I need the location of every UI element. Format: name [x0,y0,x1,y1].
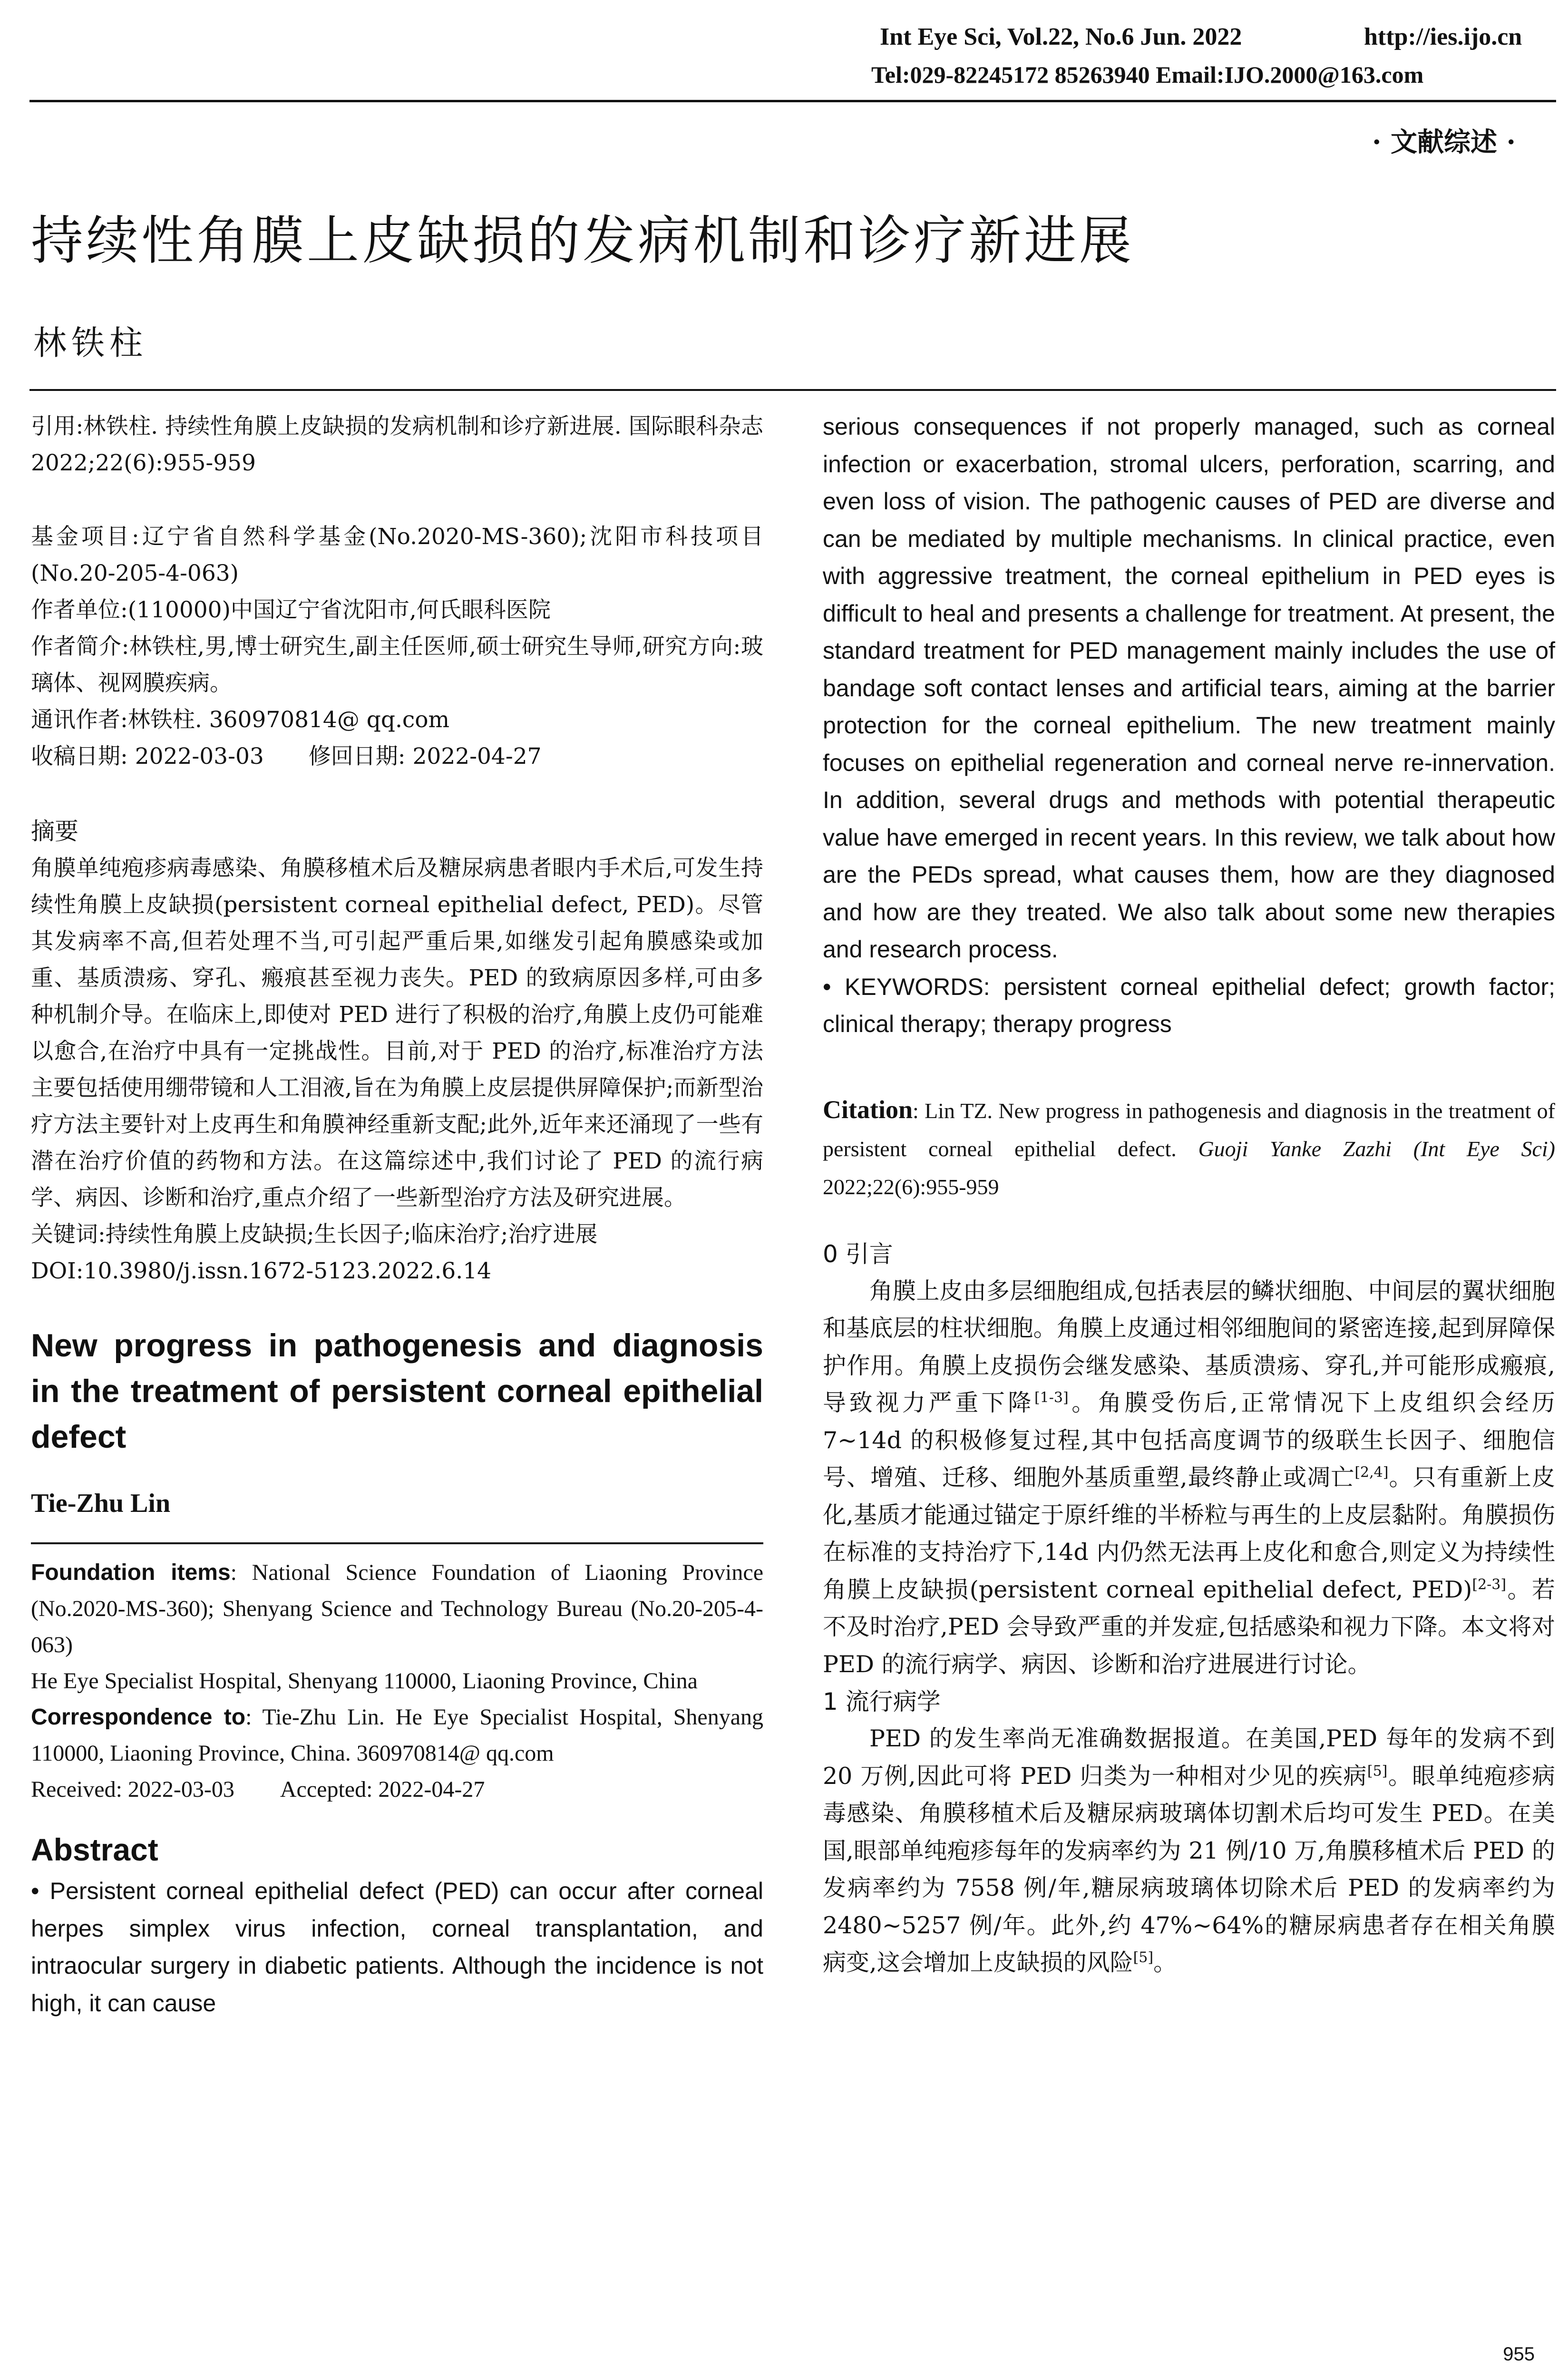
en-keywords: • KEYWORDS: persistent corneal epithelial defect; growth factor; clinical therapy; therapy progress [823,973,1555,1037]
cn-doi: DOI:10.3980/j.issn.1672-5123.2022.6.14 [31,1258,492,1284]
epi-ref-1[interactable]: [5] [1367,1763,1388,1780]
cn-keywords-text: :持续性角膜上皮缺损;生长因子;临床治疗;治疗进展 [98,1221,598,1247]
cn-correspondence-text: :林铁柱. 360970814@ qq.com [120,707,450,733]
header-rule [29,100,1556,102]
en-abstract-heading: Abstract [31,1832,158,1867]
en-title: New progress in pathogenesis and diagnosis in the treatment of persistent corneal epithelial defect [31,1327,763,1455]
right-column [823,408,1555,1982]
intro-ref-3[interactable]: [2-3] [1472,1576,1507,1593]
cn-affiliation-label: 作者单位 [31,597,120,623]
intro-text-1: 角膜上皮由多层细胞组成,包括表层的鳞状细胞、中间层的翼状细胞和基底层的柱状细胞。角膜上皮通过相邻细胞间的紧密连接,起到屏障保护作用。角膜上皮损伤会继发感染、基质溃疡、穿孔,并可能形成瘢痕,导致视力严重下降 [823,1277,1555,1416]
cn-citation-label: 引用 [31,413,76,439]
cn-affiliation-text: :(110000)中国辽宁省沈阳市,何氏眼科医院 [120,597,551,623]
epidemiology-paragraph [823,1720,1555,1982]
cn-correspondence-label: 通讯作者 [31,707,120,733]
en-citation-text: : Lin TZ. New progress in pathogenesis and diagnosis in the treatment of persistent corneal epithelial defect. [823,1098,1555,1161]
epi-text-3: 。 [1153,1949,1177,1976]
intro-paragraph [823,1273,1555,1684]
cn-correspondence [31,701,763,738]
en-citation-label: Citation [823,1095,913,1124]
title-rule [29,389,1556,391]
cn-funding-label: 基金项目 [31,524,132,550]
article-author: 林铁柱 [33,323,147,362]
cn-keywords-label: 关键词 [31,1221,98,1247]
epidemiology-heading: 1 流行病学 [823,1688,941,1715]
epi-ref-2[interactable]: [5] [1133,1949,1154,1966]
en-author: Tie-Zhu Lin [31,1489,171,1518]
cn-abstract-text: 角膜单纯疱疹病毒感染、角膜移植术后及糖尿病患者眼内手术后,可发生持续性角膜上皮缺损(persistent corneal epithelial defect, PED)。尽管其发病率不高,但若处理不当,可引起严重后果,如继发引起角膜感染或加重、基质溃疡、穿孔、瘢痕甚至视力丧失。PED 的致病原因多样,可由多种机制介导。在临床上,即使对 PED 进行了积极的治疗,角膜上皮仍可能难以愈合,在治疗中具有一定挑战性。目前,对于 PED 的治疗,标准治疗方法主要包括使用绷带镜和人工泪液,旨在为角膜上皮层提供屏障保护;而新型治疗方法主要针对上皮再生和角膜神经重新支配;此外,近年来还涌现了一些有潜在治疗价值的药物和方法。在这篇综述中,我们讨论了 PED 的流行病学、病因、诊断和治疗,重点介绍了一些新型治疗方法及研究进展。 [31,855,763,1211]
intro-ref-2[interactable]: [2,4] [1354,1464,1389,1481]
cn-keywords [31,1216,763,1253]
epi-text-2: 。眼单纯疱疹病毒感染、角膜移植术后及糖尿病玻璃体切割术后均可发生 PED。在美国,眼部单纯疱疹每年的发病率约为 21 例/10 万,角膜移植术后 PED 的发病率约为 7558 例/年,糖尿病玻璃体切除术后 PED 的发病率约为 2480~5257 例/年。此外,约 47%~64%的糖尿病患者存在相关角膜病变,这会增加上皮缺损的风险 [823,1762,1555,1976]
en-correspondence-text: : Tie-Zhu Lin. He Eye Specialist Hospital, Shenyang 110000, Liaoning Province, China. 360970814@ qq.com [31,1705,764,1766]
cn-citation [31,408,763,481]
en-dates: Received: 2022-03-03 Accepted: 2022-04-27 [31,1777,485,1802]
en-citation-tail: 2022;22(6):955-959 [823,1174,999,1199]
cn-citation-text: :林铁柱. 持续性角膜上皮缺损的发病机制和诊疗新进展. 国际眼科杂志 2022;22(6):955-959 [31,413,764,476]
intro-text-4: 。若不及时治疗,PED 会导致严重的并发症,包括感染和视力下降。本文将对 PED 的流行病学、病因、诊断和治疗进展进行讨论。 [823,1576,1555,1678]
en-funding [31,1555,763,1663]
journal-contact: Tel:029-82245172 85263940 Email:IJO.2000@163.com [871,61,1424,88]
section-tag: · 文献综述 · [1372,127,1516,158]
en-citation-journal: Guoji Yanke Zazhi (Int Eye Sci) [1198,1136,1556,1161]
journal-header [880,23,1550,51]
intro-text-2: 。角膜受伤后,正常情况下上皮组织会经历 7~14d 的积极修复过程,其中包括高度调节的级联生长因子、细胞信号、增殖、迁移、细胞外基质重塑,最终静止或凋亡 [823,1389,1555,1491]
cn-abstract-heading: 摘要 [31,818,78,845]
cn-dates: 收稿日期: 2022-03-03 修回日期: 2022-04-27 [31,743,542,770]
intro-ref-1[interactable]: [1-3] [1034,1389,1069,1406]
page-number: 955 [1503,2344,1535,2365]
cn-bio-text: :林铁柱,男,博士研究生,副主任医师,硕士研究生导师,研究方向:玻璃体、视网膜疾病。 [31,633,763,696]
en-correspondence [31,1699,763,1772]
cn-affiliation [31,592,763,628]
intro-heading: 0 引言 [823,1240,893,1268]
cn-funding [31,518,763,592]
intro-text-3: 。只有重新上皮化,基质才能通过锚定于原纤维的半桥粒与再生的上皮层黏附。角膜损伤在标准的支持治疗下,14d 内仍然无法再上皮化和愈合,则定义为持续性角膜上皮缺损(persistent corneal epithelial defect, PED) [823,1464,1555,1603]
en-citation [823,1091,1555,1206]
cn-funding-text: :辽宁省自然科学基金(No.2020-MS-360);沈阳市科技项目(No.20-205-4-063) [31,524,763,586]
en-affiliation: He Eye Specialist Hospital, Shenyang 110000, Liaoning Province, China [31,1668,698,1694]
article-title: 持续性角膜上皮缺损的发病机制和诊疗新进展 [31,210,1134,271]
en-funding-text: : National Science Foundation of Liaoning Province (No.2020-MS-360); Shenyang Science and Technology Bureau (No.20-205-4-063) [31,1560,763,1657]
journal-url[interactable]: http://ies.ijo.cn [1364,23,1522,50]
epi-text-1: PED 的发生率尚无准确数据报道。在美国,PED 每年的发病不到 20 万例,因此可将 PED 归类为一种相对少见的疾病 [823,1725,1555,1790]
cn-bio-label: 作者简介 [31,633,122,660]
journal-citation: Int Eye Sci, Vol.22, No.6 Jun. 2022 [880,23,1242,50]
en-abstract-part1: • Persistent corneal epithelial defect (PED) can occur after corneal herpes simplex virus infection, corneal transplantation, and intraocular surgery in diabetic patients. Although the incidence is not high, it can cause [31,1878,763,2017]
cn-bio [31,628,763,701]
en-correspondence-label: Correspondence to [31,1705,246,1730]
en-abstract-part2: serious consequences if not properly managed, such as corneal infection or exacerbation, stromal ulcers, perforation, scarring, and even loss of vision. The pathogenic causes of PED are diverse and can be mediated by multiple mechanisms. In clinical practice, even with aggressive treatment, the corneal epithelium in PED eyes is difficult to heal and presents a challenge for treatment. At present, the standard treatment for PED management mainly includes the use of bandage soft contact lenses and artificial tears, aiming at the barrier protection for the corneal epithelium. The new treatment mainly focuses on epithelial regeneration and corneal nerve re-innervation. In addition, several drugs and methods with potential therapeutic value have emerged in recent years. In this review, we talk about how are the PEDs spread, what causes them, how are they diagnosed and how are they treated. We also talk about some new therapies and research process. [823,413,1555,963]
en-funding-label: Foundation items [31,1560,231,1585]
left-column [31,408,763,2022]
